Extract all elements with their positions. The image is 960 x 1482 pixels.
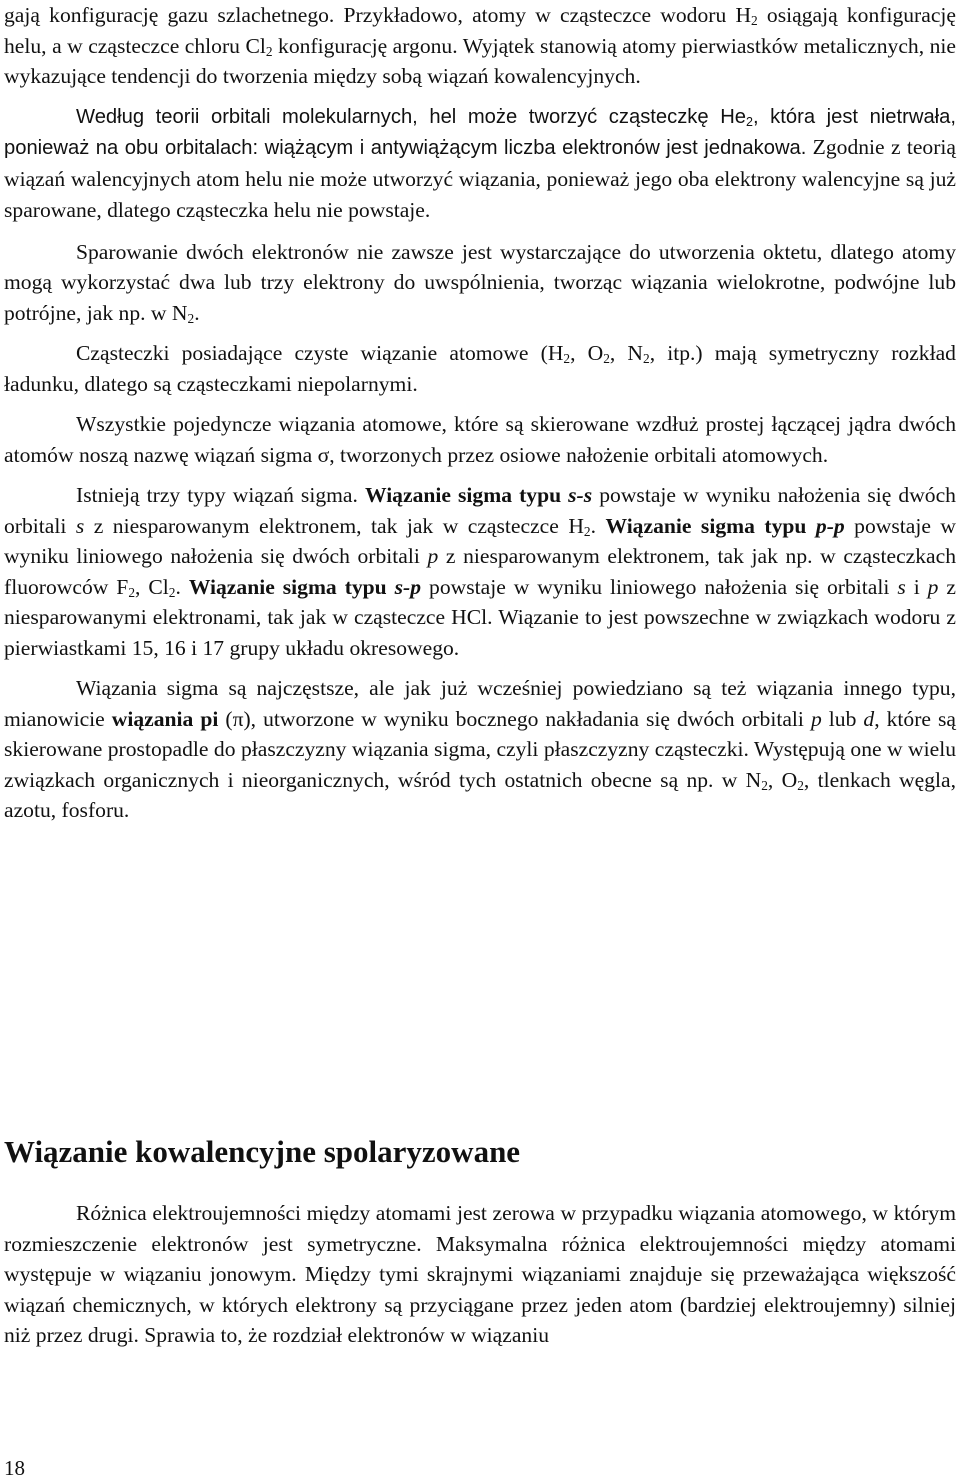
paragraph-8: Różnica elektroujemności między atomami jest zerowa w przypadku wiązania atomowego, w którym rozmieszczenie elektronów jest symetryczne. Maksymalna różnica elektroujemności między atomami występuje w wiązaniu jonowym. Między tymi skrajnymi wiązaniami znajduje się przeważająca większość wiązań chemicznych, w których elektrony są przyciągane przez jeden atom (bardziej elektroujemny) silniej niż przez drugi. Sprawia to, że rozdział elektronów w wiązaniu [4,1201,956,1347]
paragraph-2: Według teorii orbitali molekularnych, hel może tworzyć cząsteczkę $He_2$, która jest nietrwała, ponieważ na obu orbitalach: wiążącym i antywiążącym liczba elektronów jest jednakowa. Zgodnie z teorią wiązań walencyjnych atom helu nie może utworzyć wiązania, ponieważ jego oba elektrony walencyjne są już sparowane, dlatego cząsteczka helu nie powstaje. [4,105,956,222]
section-heading: Wiązanie kowalencyjne spolaryzowane [4,1134,521,1169]
paragraph-4: Cząsteczki posiadające czyste wiązanie atomowe ($H_2$, $O_2$, $N_2$, itp.) mają symetryczny rozkład ładunku, dlatego są cząsteczkami niepolarnymi. [4,341,956,396]
paragraph-5: Wszystkie pojedyncze wiązania atomowe, które są skierowane wzdłuż prostej łączącej jądra dwóch atomów noszą nazwę wiązań sigma σ, tworzonych przez osiowe nałożenie orbitali atomowych. [4,412,956,467]
text-block-bottom [4,1198,956,1351]
paragraph-1: gają konfigurację gazu szlachetnego. Przykładowo, atomy w cząsteczce wodoru $H_2$ osiągają konfigurację helu, a w cząsteczce chloru $Cl_2$ konfigurację argonu. Wyjątek stanowią atomy pierwiastków metalicznych, nie wykazujące tendencji do tworzenia między sobą wiązań kowalencyjnych. [4,3,956,88]
paragraph-6: Istnieją trzy typy wiązań sigma. Wiązanie sigma typu s-s powstaje w wyniku nałożenia się dwóch orbitali s z niesparowanym elektronem, tak jak w cząsteczce $H_2$. Wiązanie sigma typu p-p powstaje w wyniku liniowego nałożenia się dwóch orbitali p z niesparowanym elektronem, tak jak np. w cząsteczkach fluorowców $F_2$, $Cl_2$. Wiązanie sigma typu s-p powstaje w wyniku liniowego nałożenia się orbitali s i p z niesparowanymi elektronami, tak jak w cząsteczce HCl. Wiązanie to jest powszechne w związkach wodoru z pierwiastkami 15, 16 i 17 grupy układu okresowego. [4,483,957,660]
paragraph-3: Sparowanie dwóch elektronów nie zawsze jest wystarczające do utworzenia oktetu, dlatego atomy mogą wykorzystać dwa lub trzy elektrony do uwspólnienia, tworząc wiązania wielokrotne, podwójne lub potrójne, jak np. w $N_2$. [4,239,956,326]
paragraph-7: Wiązania sigma są najczęstsze, ale jak już wcześniej powiedziano są też wiązania innego typu, mianowicie wiązania pi (π), utworzone w wyniku bocznego nakładania się dwóch orbitali p lub d, które są skierowane prostopadle do płaszczyzny wiązania sigma, czyli płaszczyzny cząsteczki. Występują one w wielu związkach organicznych i nieorganicznych, wśród tych ostatnich obecne są np. w $N_2$, $O_2$, tlenkach węgla, azotu, fosforu. [4,676,956,822]
page-number: 18 [4,1456,25,1480]
text-block-top [4,0,956,826]
